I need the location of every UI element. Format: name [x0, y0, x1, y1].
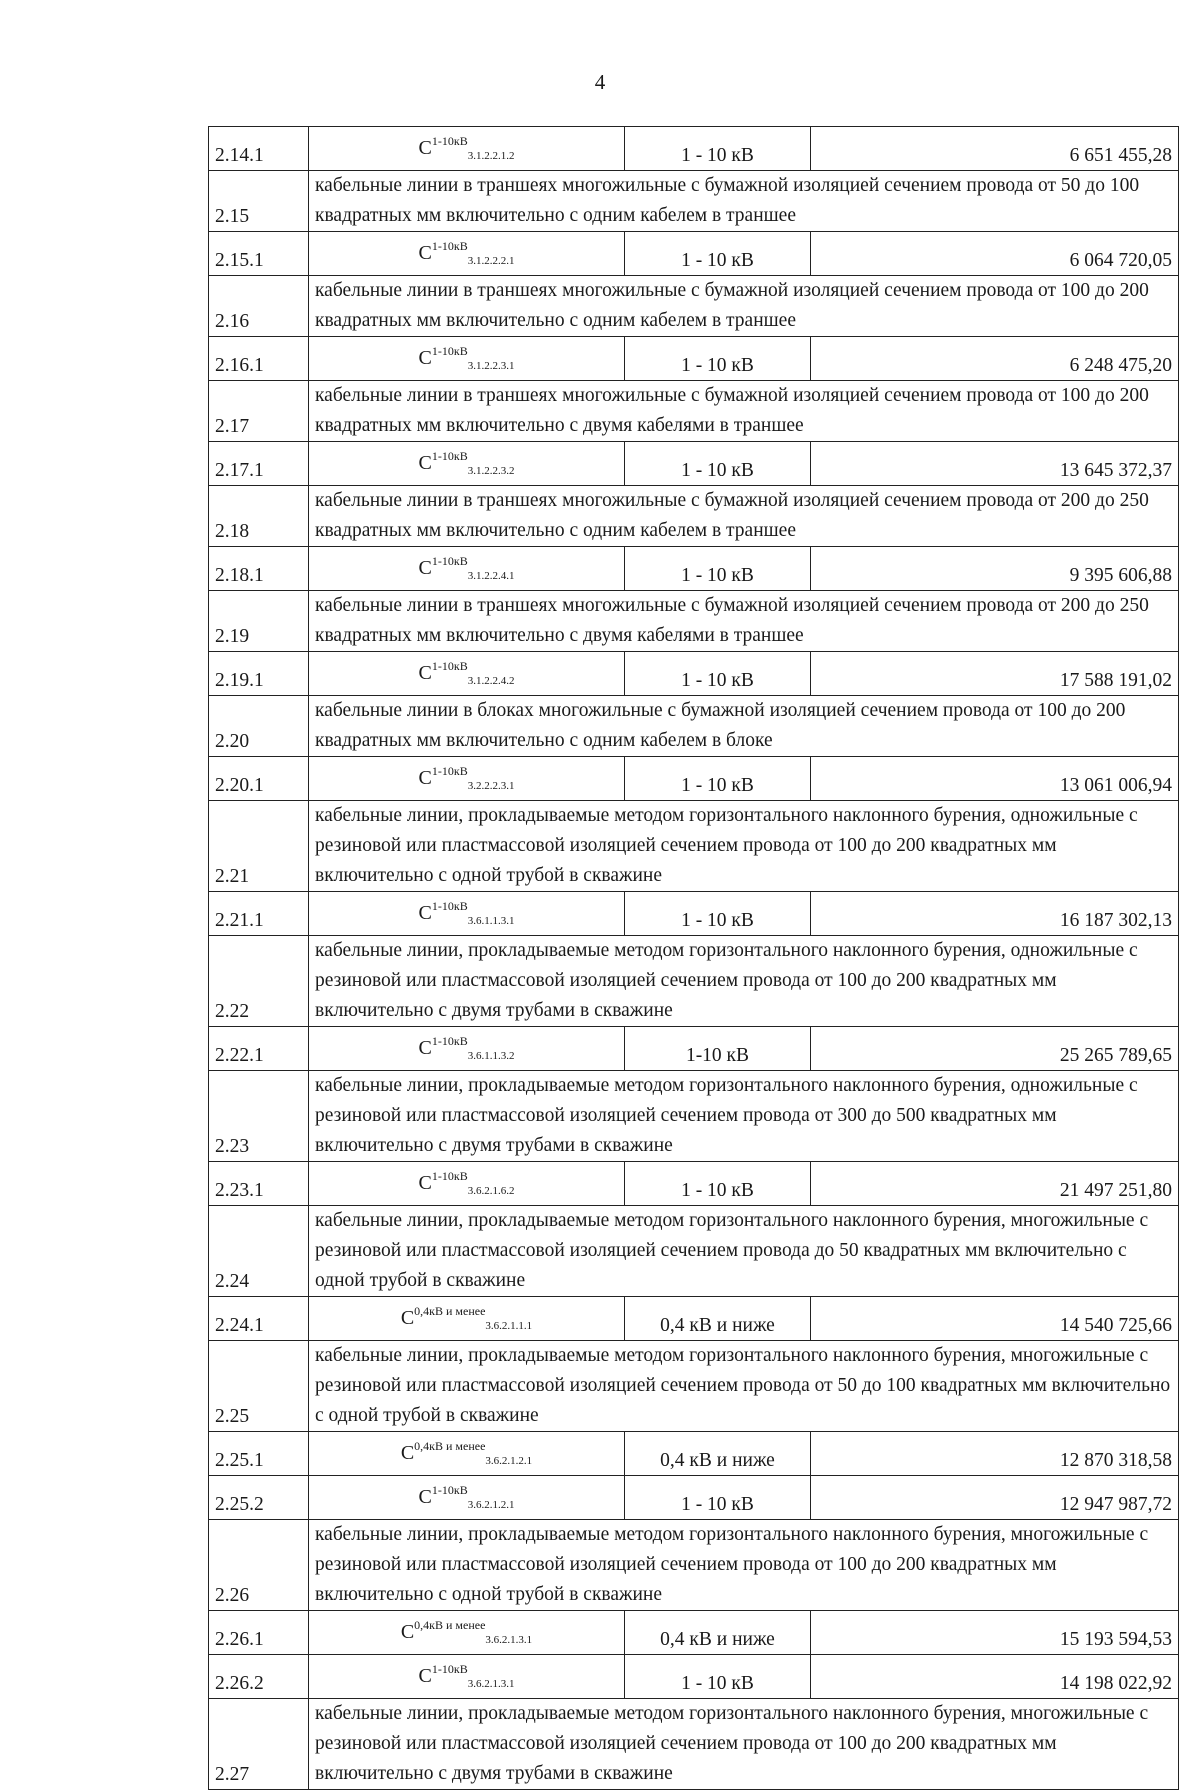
rate-symbol: C	[418, 1486, 432, 1508]
rate-symbol: C	[418, 902, 432, 924]
rate-code	[309, 232, 625, 276]
rates-table	[208, 126, 1179, 1790]
section-row	[209, 696, 1179, 757]
rate-voltage-class: 1-10кВ	[431, 1169, 468, 1183]
section-row	[209, 936, 1179, 1027]
row-number: 2.26.1	[209, 1611, 309, 1655]
rate-code	[309, 1432, 625, 1476]
rate-index: 3.1.2.2.3.2	[467, 465, 515, 477]
row-description: кабельные линии, прокладываемые методом горизонтального наклонного бурения, многожильные с резиновой или пластмассовой изоляцией сечением провода до 50 квадратных мм включительно с одной трубой в скважине	[309, 1206, 1179, 1297]
rate-voltage-class: 1-10кВ	[431, 899, 468, 913]
rate-row	[209, 547, 1179, 591]
rate-code	[309, 442, 625, 486]
rate-index: 3.6.2.1.3.1	[467, 1678, 515, 1690]
voltage-level: 1 - 10 кВ	[625, 127, 811, 171]
row-number: 2.16.1	[209, 337, 309, 381]
rate-symbol: C	[418, 1665, 432, 1687]
row-number: 2.24.1	[209, 1297, 309, 1341]
row-number: 2.26.2	[209, 1655, 309, 1699]
row-description: кабельные линии в траншеях многожильные с бумажной изоляцией сечением провода от 100 до 200 квадратных мм включительно с двумя кабелями в траншее	[309, 381, 1179, 442]
rate-code	[309, 1655, 625, 1699]
voltage-level: 0,4 кВ и ниже	[625, 1297, 811, 1341]
rate-code	[309, 1162, 625, 1206]
row-number: 2.25	[209, 1341, 309, 1432]
rate-index: 3.6.1.1.3.1	[467, 915, 515, 927]
rate-value: 21 497 251,80	[811, 1162, 1179, 1206]
rate-code	[309, 1611, 625, 1655]
rate-value: 16 187 302,13	[811, 892, 1179, 936]
rate-row	[209, 1432, 1179, 1476]
row-description: кабельные линии, прокладываемые методом горизонтального наклонного бурения, одножильные с резиновой или пластмассовой изоляцией сечением провода от 100 до 200 квадратных мм включительно с двумя трубами в скважине	[309, 936, 1179, 1027]
rate-voltage-class: 1-10кВ	[431, 764, 468, 778]
row-number: 2.21	[209, 801, 309, 892]
rate-index: 3.6.2.1.2.1	[485, 1455, 533, 1467]
voltage-level: 1 - 10 кВ	[625, 337, 811, 381]
rate-code	[309, 127, 625, 171]
rate-code	[309, 337, 625, 381]
voltage-level: 0,4 кВ и ниже	[625, 1611, 811, 1655]
voltage-level: 1 - 10 кВ	[625, 442, 811, 486]
rate-symbol: C	[418, 137, 432, 159]
rate-index: 3.2.2.2.3.1	[467, 780, 515, 792]
rate-index: 3.6.2.1.2.1	[467, 1499, 515, 1511]
voltage-level: 1-10 кВ	[625, 1027, 811, 1071]
row-number: 2.18	[209, 486, 309, 547]
rate-row	[209, 1162, 1179, 1206]
rate-voltage-class: 1-10кВ	[431, 659, 468, 673]
rate-index: 3.1.2.2.2.1	[467, 255, 515, 267]
row-number: 2.15.1	[209, 232, 309, 276]
row-description: кабельные линии, прокладываемые методом горизонтального наклонного бурения, многожильные с резиновой или пластмассовой изоляцией сечением провода от 100 до 200 квадратных мм включительно с двумя трубами в скважине	[309, 1699, 1179, 1790]
rate-code	[309, 1027, 625, 1071]
rate-row	[209, 1655, 1179, 1699]
rate-value: 12 947 987,72	[811, 1476, 1179, 1520]
rate-voltage-class: 1-10кВ	[431, 554, 468, 568]
rate-row	[209, 757, 1179, 801]
section-row	[209, 1341, 1179, 1432]
rate-symbol: C	[418, 662, 432, 684]
row-number: 2.19.1	[209, 652, 309, 696]
rate-index: 3.6.2.1.3.1	[485, 1634, 533, 1646]
section-row	[209, 1520, 1179, 1611]
section-row	[209, 381, 1179, 442]
rate-symbol: C	[400, 1442, 415, 1464]
rate-row	[209, 442, 1179, 486]
rate-index: 3.6.1.1.3.2	[467, 1050, 515, 1062]
row-number: 2.16	[209, 276, 309, 337]
rate-row	[209, 1027, 1179, 1071]
voltage-level: 1 - 10 кВ	[625, 1655, 811, 1699]
rates-table-body	[209, 127, 1179, 1790]
rate-voltage-class: 1-10кВ	[431, 344, 468, 358]
rate-symbol: C	[400, 1621, 415, 1643]
rate-row	[209, 1297, 1179, 1341]
rate-symbol: C	[418, 1172, 432, 1194]
rate-value: 14 198 022,92	[811, 1655, 1179, 1699]
rate-row	[209, 337, 1179, 381]
rate-value: 12 870 318,58	[811, 1432, 1179, 1476]
page-number: 4	[594, 70, 606, 94]
rate-index: 3.6.2.1.6.2	[467, 1185, 515, 1197]
row-number: 2.22.1	[209, 1027, 309, 1071]
rate-value: 17 588 191,02	[811, 652, 1179, 696]
row-number: 2.24	[209, 1206, 309, 1297]
row-number: 2.23.1	[209, 1162, 309, 1206]
section-row	[209, 1699, 1179, 1790]
rate-voltage-class: 1-10кВ	[431, 1662, 468, 1676]
row-number: 2.17.1	[209, 442, 309, 486]
row-description: кабельные линии, прокладываемые методом горизонтального наклонного бурения, одножильные с резиновой или пластмассовой изоляцией сечением провода от 100 до 200 квадратных мм включительно с одной трубой в скважине	[309, 801, 1179, 892]
row-number: 2.20	[209, 696, 309, 757]
rate-voltage-class: 0,4кВ и менее	[414, 1618, 486, 1632]
row-description: кабельные линии в траншеях многожильные с бумажной изоляцией сечением провода от 200 до 250 квадратных мм включительно с одним кабелем в траншее	[309, 486, 1179, 547]
rate-row	[209, 1611, 1179, 1655]
rate-index: 3.1.2.2.3.1	[467, 360, 515, 372]
rate-symbol: C	[400, 1307, 415, 1329]
rate-value: 14 540 725,66	[811, 1297, 1179, 1341]
rate-voltage-class: 1-10кВ	[431, 134, 468, 148]
row-number: 2.15	[209, 171, 309, 232]
row-number: 2.14.1	[209, 127, 309, 171]
rate-index: 3.1.2.2.4.1	[467, 570, 515, 582]
rate-code	[309, 652, 625, 696]
voltage-level: 1 - 10 кВ	[625, 1162, 811, 1206]
section-row	[209, 276, 1179, 337]
rate-row	[209, 892, 1179, 936]
rate-symbol: C	[418, 557, 432, 579]
row-description: кабельные линии в блоках многожильные с бумажной изоляцией сечением провода от 100 до 200 квадратных мм включительно с одним кабелем в блоке	[309, 696, 1179, 757]
row-number: 2.25.1	[209, 1432, 309, 1476]
section-row	[209, 486, 1179, 547]
voltage-level: 0,4 кВ и ниже	[625, 1432, 811, 1476]
rate-voltage-class: 1-10кВ	[431, 1483, 468, 1497]
row-number: 2.23	[209, 1071, 309, 1162]
rate-row	[209, 127, 1179, 171]
rate-code	[309, 1476, 625, 1520]
rate-value: 15 193 594,53	[811, 1611, 1179, 1655]
row-number: 2.25.2	[209, 1476, 309, 1520]
rate-code	[309, 547, 625, 591]
rate-code	[309, 892, 625, 936]
row-number: 2.17	[209, 381, 309, 442]
row-description: кабельные линии в траншеях многожильные с бумажной изоляцией сечением провода от 200 до 250 квадратных мм включительно с двумя кабелями в траншее	[309, 591, 1179, 652]
voltage-level: 1 - 10 кВ	[625, 547, 811, 591]
rate-value: 13 645 372,37	[811, 442, 1179, 486]
rate-voltage-class: 1-10кВ	[431, 1034, 468, 1048]
rate-code	[309, 757, 625, 801]
rate-value: 6 248 475,20	[811, 337, 1179, 381]
rate-value: 25 265 789,65	[811, 1027, 1179, 1071]
voltage-level: 1 - 10 кВ	[625, 232, 811, 276]
section-row	[209, 801, 1179, 892]
row-number: 2.26	[209, 1520, 309, 1611]
voltage-level: 1 - 10 кВ	[625, 652, 811, 696]
section-row	[209, 1206, 1179, 1297]
row-description: кабельные линии в траншеях многожильные с бумажной изоляцией сечением провода от 100 до 200 квадратных мм включительно с одним кабелем в траншее	[309, 276, 1179, 337]
rate-code	[309, 1297, 625, 1341]
rate-voltage-class: 0,4кВ и менее	[414, 1439, 486, 1453]
row-description: кабельные линии в траншеях многожильные с бумажной изоляцией сечением провода от 50 до 100 квадратных мм включительно с одним кабелем в траншее	[309, 171, 1179, 232]
voltage-level: 1 - 10 кВ	[625, 892, 811, 936]
voltage-level: 1 - 10 кВ	[625, 1476, 811, 1520]
rate-symbol: C	[418, 767, 432, 789]
voltage-level: 1 - 10 кВ	[625, 757, 811, 801]
section-row	[209, 591, 1179, 652]
rate-row	[209, 232, 1179, 276]
rate-row	[209, 652, 1179, 696]
rate-symbol: C	[418, 1037, 432, 1059]
rate-row	[209, 1476, 1179, 1520]
rate-symbol: C	[418, 242, 432, 264]
section-row	[209, 171, 1179, 232]
row-number: 2.27	[209, 1699, 309, 1790]
row-description: кабельные линии, прокладываемые методом горизонтального наклонного бурения, одножильные с резиновой или пластмассовой изоляцией сечением провода от 300 до 500 квадратных мм включительно с двумя трубами в скважине	[309, 1071, 1179, 1162]
rate-index: 3.6.2.1.1.1	[485, 1320, 533, 1332]
rate-voltage-class: 0,4кВ и менее	[414, 1304, 486, 1318]
rate-value: 9 395 606,88	[811, 547, 1179, 591]
rate-value: 6 064 720,05	[811, 232, 1179, 276]
rate-value: 6 651 455,28	[811, 127, 1179, 171]
row-number: 2.19	[209, 591, 309, 652]
row-number: 2.21.1	[209, 892, 309, 936]
section-row	[209, 1071, 1179, 1162]
row-description: кабельные линии, прокладываемые методом горизонтального наклонного бурения, многожильные с резиновой или пластмассовой изоляцией сечением провода от 50 до 100 квадратных мм включительно с одной трубой в скважине	[309, 1341, 1179, 1432]
rate-index: 3.1.2.2.1.2	[467, 150, 515, 162]
rate-voltage-class: 1-10кВ	[431, 239, 468, 253]
rate-index: 3.1.2.2.4.2	[467, 675, 515, 687]
rate-symbol: C	[418, 452, 432, 474]
row-number: 2.18.1	[209, 547, 309, 591]
row-description: кабельные линии, прокладываемые методом горизонтального наклонного бурения, многожильные с резиновой или пластмассовой изоляцией сечением провода от 100 до 200 квадратных мм включительно с одной трубой в скважине	[309, 1520, 1179, 1611]
rate-voltage-class: 1-10кВ	[431, 449, 468, 463]
rate-value: 13 061 006,94	[811, 757, 1179, 801]
row-number: 2.22	[209, 936, 309, 1027]
rate-symbol: C	[418, 347, 432, 369]
row-number: 2.20.1	[209, 757, 309, 801]
